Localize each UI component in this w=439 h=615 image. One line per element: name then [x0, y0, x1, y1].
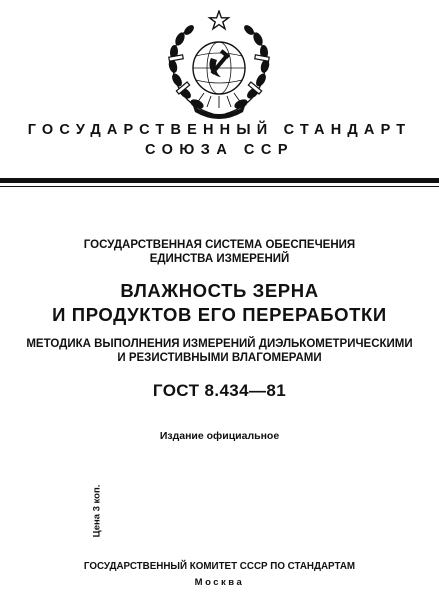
thin-divider [0, 186, 439, 187]
edition-label: Издание официальное [159, 430, 280, 442]
title-line-2: И ПРОДУКТОВ ЕГО ПЕРЕРАБОТКИ [52, 304, 387, 325]
header-line-1: ГОСУДАРСТВЕННЫЙ СТАНДАРТ [27, 122, 412, 138]
price-label-container [91, 476, 103, 546]
thick-divider [0, 178, 439, 183]
title-line-1: ВЛАЖНОСТЬ ЗЕРНА [120, 280, 319, 301]
gost-number: ГОСТ 8.434—81 [152, 381, 287, 400]
system-line-2: ЕДИНСТВА ИЗМЕРЕНИЙ [149, 253, 290, 265]
publisher-city: Москва [194, 577, 245, 588]
method-line-1: МЕТОДИКА ВЫПОЛНЕНИЯ ИЗМЕРЕНИЙ ДИЭЛЬКОМЕТРИЧЕСКИМИ [26, 338, 413, 350]
header-line-2: СОЮЗА ССР [144, 142, 295, 158]
method-line-2: И РЕЗИСТИВНЫМИ ВЛАГОМЕРАМИ [117, 352, 322, 364]
ussr-state-emblem-icon [163, 10, 275, 120]
price-label: Цена 3 коп. [91, 484, 103, 538]
system-line-1: ГОСУДАРСТВЕННАЯ СИСТЕМА ОБЕСПЕЧЕНИЯ [83, 239, 356, 251]
publisher-committee: ГОСУДАРСТВЕННЫЙ КОМИТЕТ СССР ПО СТАНДАРТАМ [83, 561, 356, 572]
